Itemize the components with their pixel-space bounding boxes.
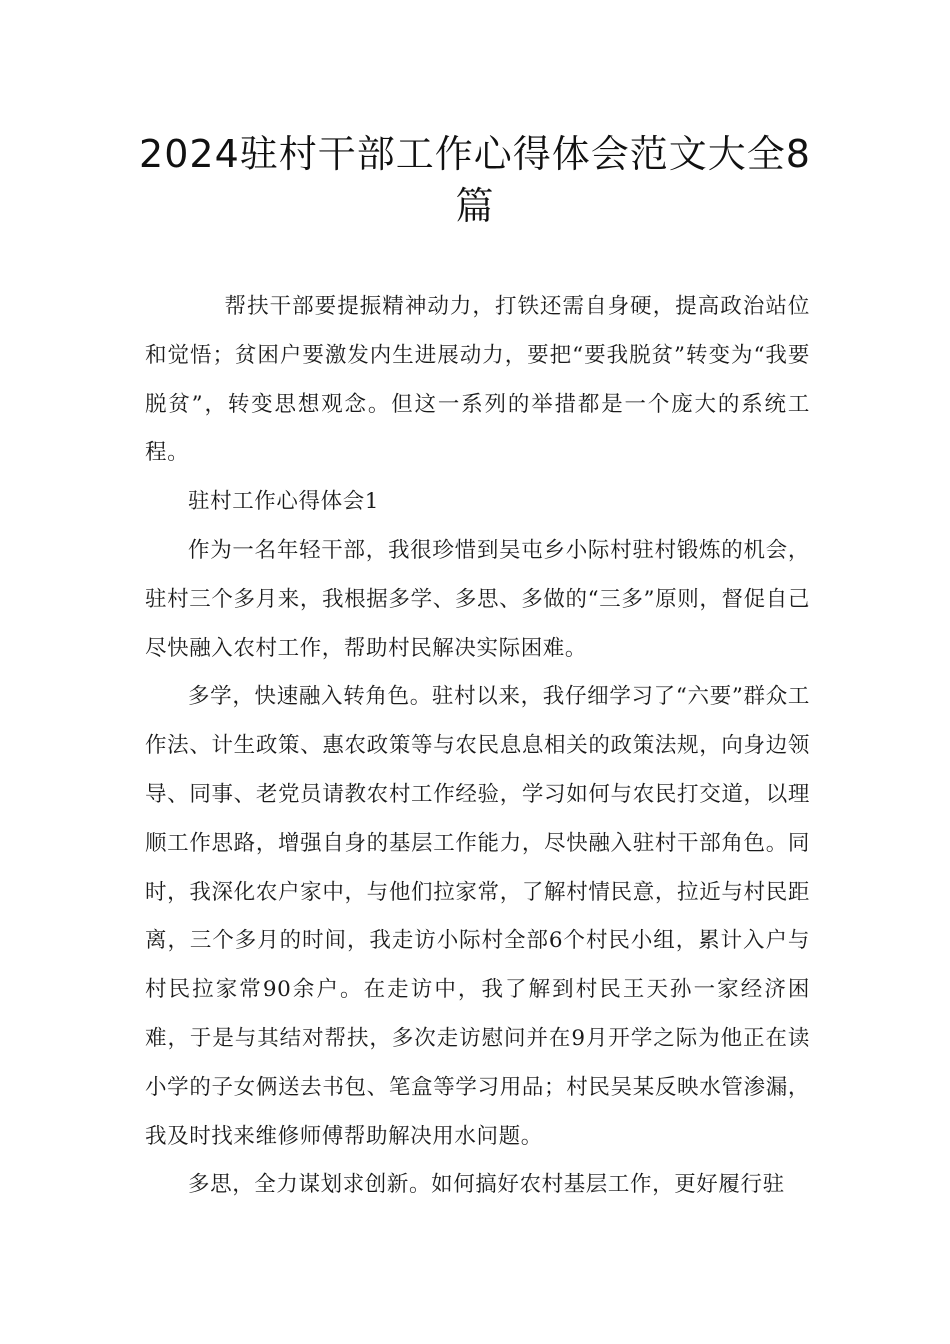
body-paragraph: 多学，快速融入转角色。驻村以来，我仔细学习了“六要”群众工作法、计生政策、惠农政策等与农民息息相关的政策法规，向身边领导、同事、老党员请教农村工作经验，学习如何与农民打交道，以理顺工作思路，增强自身的基层工作能力，尽快融入驻村干部角色。同时，我深化农户家中，与他们拉家常，了解村情民意，拉近与村民距离，三个多月的时间，我走访小际村全部6个村民小组，累计入户与村民拉家常90余户。在走访中，我了解到村民王天孙一家经济困难，于是与其结对帮扶，多次走访慰问并在9月开学之际为他正在读小学的子女俩送去书包、笔盒等学习用品；村民吴某反映水管渗漏，我及时找来维修师傅帮助解决用水问题。 (145, 684, 810, 1149)
document-title: 2024驻村干部工作心得体会范文大全8篇 (139, 132, 811, 228)
body-paragraph: 多思，全力谋划求创新。如何搞好农村基层工作，更好履行驻 (188, 1172, 785, 1198)
intro-paragraph: 帮扶干部要提振精神动力，打铁还需自身硬，提高政治站位和觉悟；贫困户要激发内生进展动力，要把“要我脱贫”转变为“我要脱贫”，转变思想观念。但这一系列的举措都是一个庞大的系统工程。 (145, 294, 810, 466)
body-paragraph: 作为一名年轻干部，我很珍惜到吴屯乡小际村驻村锻炼的机会，驻村三个多月来，我根据多学、多思、多做的“三多”原则，督促自己尽快融入农村工作，帮助村民解决实际困难。 (145, 537, 810, 661)
section-heading: 驻村工作心得体会1 (188, 489, 380, 515)
document-body (145, 283, 810, 1210)
